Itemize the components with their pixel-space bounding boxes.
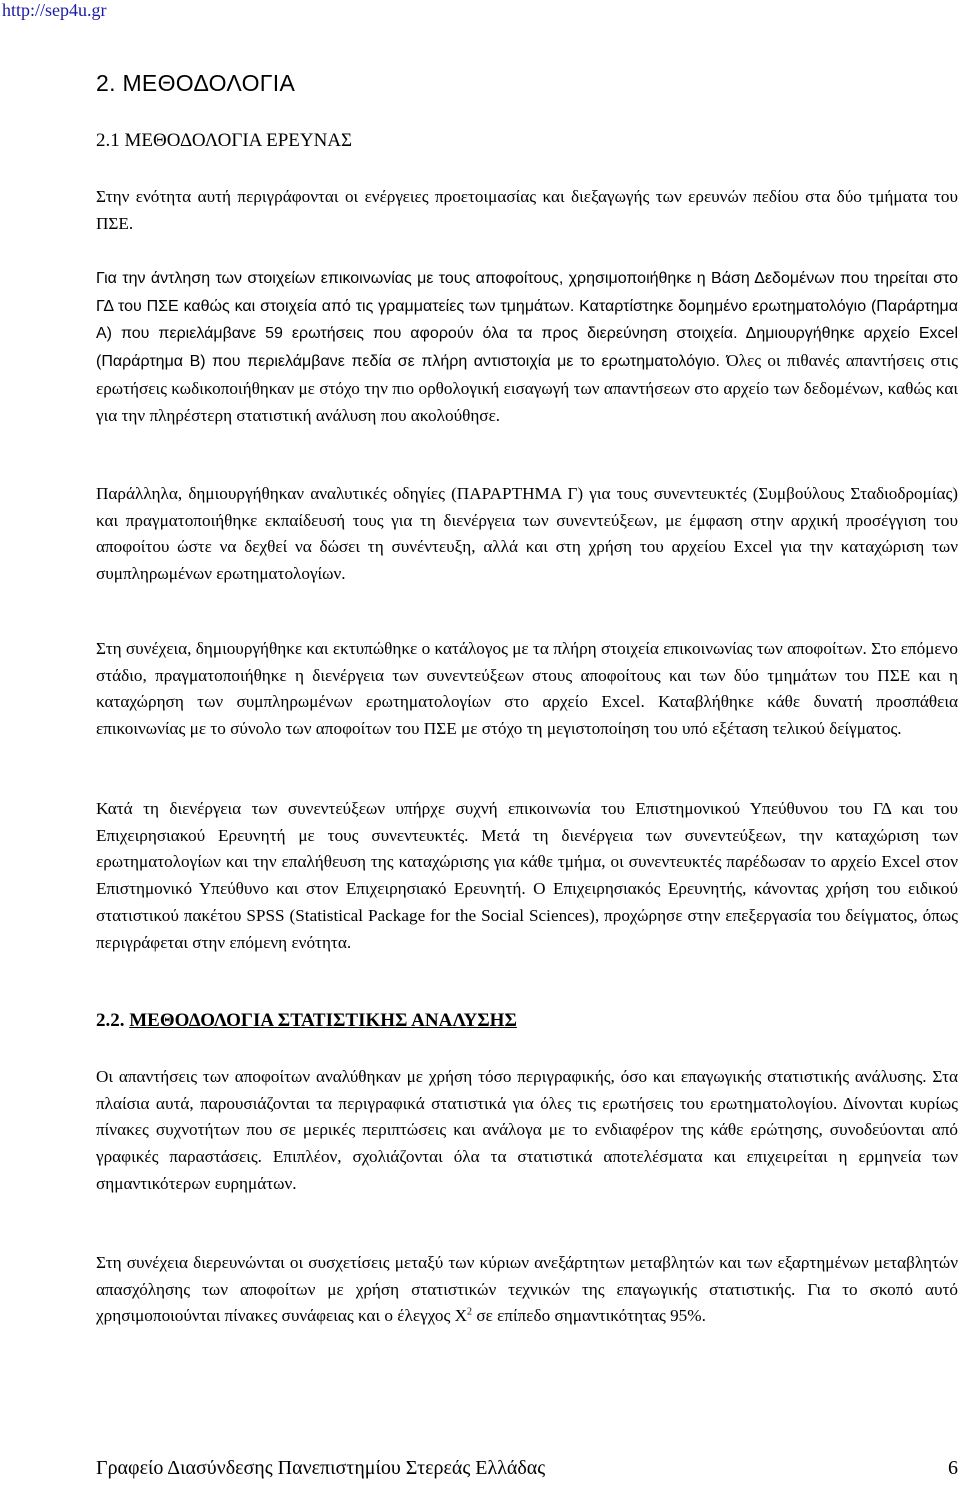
paragraph: Στην ενότητα αυτή περιγράφονται οι ενέργειες προετοιμασίας και διεξαγωγής των ερευνών πεδίου στα δύο τμήματα του ΠΣΕ. xyxy=(96,187,958,233)
paragraph-text: σε επίπεδο σημαντικότητας 95%. xyxy=(472,1306,706,1326)
header-url-link[interactable]: http://sep4u.gr xyxy=(2,0,107,20)
section-title: ΜΕΘΟΔΟΛΟΓΙΑ ΕΡΕΥΝΑΣ xyxy=(124,130,353,151)
paragraph-sans-text: Για την άντληση των στοιχείων επικοινωνίας με τους αποφοίτους, χρησιμοποιήθηκε η Βάση Δεδομένων που τηρείται στο ΓΔ του ΠΣΕ καθώς και στοιχεία από τις γραμματείες των τμημάτων. Καταρτίστηκε δομημένο ερωτηματολόγιο (Παράρτημα Α) που περιελάμβανε 59 ερωτήσεις που αφορούν όλα τα προς διερεύνηση στοιχεία. Δημιουργήθηκε αρχείο Excel (Παράρτημα Β) που περιελάμβανε πεδία σε πλήρη αντιστοιχία με το ερωτηματολόγιο. xyxy=(96,270,958,371)
paragraph-serif-text: Όλες οι πιθανές απαντήσεις στις ερωτήσεις κωδικοποιήθηκαν με στόχο την πιο ορθολογική εισαγωγή των απαντήσεων στο αρχείο των δεδομένων, καθώς και για την πληρέστερη στατιστική ανάλυση που ακολούθησε. xyxy=(96,351,958,425)
paragraph xyxy=(96,1250,958,1330)
paragraph: Στη συνέχεια, δημιουργήθηκε και εκτυπώθηκε ο κατάλογος με τα πλήρη στοιχεία επικοινωνίας των αποφοίτων. Στο επόμενο στάδιο, πραγματοποιήθηκε η διενέργεια των συνεντεύξεων στους αποφοίτους και των δύο τμημάτων του ΠΣΕ και η καταχώρηση των συμπληρωμένων ερωτηματολογίων στο αρχείο Excel. Καταβλήθηκε κάθε δυνατή προσπάθεια επικοινωνίας με το σύνολο των αποφοίτων του ΠΣΕ με στόχο τη μεγιστοποίηση του υπό εξέταση τελικού δείγματος. xyxy=(96,639,958,739)
paragraph-text: Στη συνέχεια διερευνώνται οι συσχετίσεις μεταξύ των κύριων ανεξάρτητων μεταβλητών και των εξαρτημένων μεταβλητών απασχόλησης των αποφοίτων με χρήση στατιστικών τεχνικών της επαγωγικής στατιστικής. Για το σκοπό αυτό χρησιμοποιούνται πίνακες συνάφειας και ο έλεγχος Χ xyxy=(96,1253,958,1326)
paragraph: Κατά τη διενέργεια των συνεντεύξεων υπήρχε συχνή επικοινωνία του Επιστημονικού Υπεύθυνου του ΓΔ και του Επιχειρησιακού Ερευνητή με τους συνεντευκτές. Μετά τη διενέργεια των συνεντεύξεων, την καταχώριση των ερωτηματολογίων και την επαλήθευση της καταχώρισης για κάθε τμήμα, οι συνεντευκτές παρέδωσαν το αρχείο Excel στον Επιστημονικό Υπεύθυνο και στον Επιχειρησιακό Ερευνητή. Ο Επιχειρησιακός Ερευνητής, κάνοντας χρήση του ειδικού στατιστικού πακέτου SPSS (Statistical Package for the Social Sciences), προχώρησε στην επεξεργασία του δείγματος, όπως περιγράφεται στην επόμενη ενότητα. xyxy=(96,799,958,952)
footer-org: Γραφείο Διασύνδεσης Πανεπιστημίου Στερεάς Ελλάδας xyxy=(96,1457,546,1479)
section-heading-2-1 xyxy=(96,130,352,152)
paragraph: Οι απαντήσεις των αποφοίτων αναλύθηκαν με χρήση τόσο περιγραφικής, όσο και επαγωγικής στατιστικής ανάλυσης. Στα πλαίσια αυτά, παρουσιάζονται τα περιγραφικά στατιστικά για όλες τις ερωτήσεις του ερωτηματολογίου. Δίνονται κυρίως πίνακες συχνοτήτων που σε μερικές περιπτώσεις και ανάλογα με το ενδιαφέρον της κάθε ερώτησης, συνοδεύονται από γραφικές παραστάσεις. Επιπλέον, σχολιάζονται όλα τα στατιστικά αποτελέσματα και επιχειρείται η ερμηνεία των σημαντικότερων ευρημάτων. xyxy=(96,1067,958,1193)
section-number: 2.2. xyxy=(96,1010,125,1031)
page-footer xyxy=(96,1457,958,1480)
page-number: 6 xyxy=(948,1457,958,1479)
chapter-heading: 2. ΜΕΘΟΔΟΛΟΓΙΑ xyxy=(96,70,296,96)
paragraph: Παράλληλα, δημιουργήθηκαν αναλυτικές οδηγίες (ΠΑΡΑΡΤΗΜΑ Γ) για τους συνεντευκτές (Συμβούλους Σταδιοδρομίας) και πραγματοποιήθηκε εκπαίδευσή τους για τη διενέργεια των συνεντεύξεων, με έμφαση στην αρχική προσέγγιση του αποφοίτου ώστε να δεχθεί να δώσει τη συνέντευξη, αλλά και στη χρήση του αρχείου Excel για την καταχώριση των συμπληρωμένων ερωτηματολογίων. xyxy=(96,484,958,584)
paragraph xyxy=(96,265,958,429)
section-title: ΜΕΘΟΔΟΛΟΓΙΑ ΣΤΑΤΙΣΤΙΚΗΣ ΑΝΑΛΥΣΗΣ xyxy=(129,1010,517,1031)
section-number: 2.1 xyxy=(96,130,120,151)
section-heading-2-2 xyxy=(96,1010,517,1032)
superscript: 2 xyxy=(467,1306,473,1318)
